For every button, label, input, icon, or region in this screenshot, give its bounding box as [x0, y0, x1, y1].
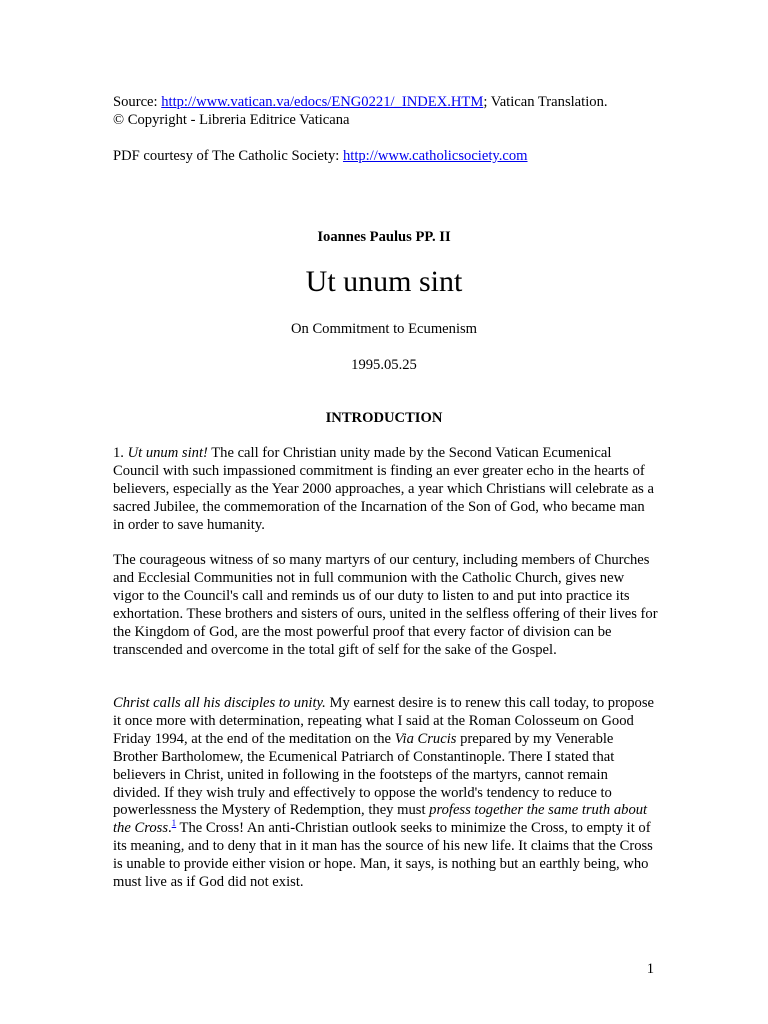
italic-via-crucis: Via Crucis — [394, 730, 457, 747]
section-heading: INTRODUCTION — [325, 410, 443, 426]
source-suffix: ; Vatican Translation. — [483, 94, 608, 110]
source-block — [113, 94, 658, 130]
courtesy-link[interactable]: http://www.catholicsociety.com — [342, 148, 528, 164]
paragraph-number: 1. — [113, 445, 128, 461]
italic-lead: Christ calls all his disciples to unity. — [113, 695, 326, 711]
paragraph-text: The call for Christian unity made by the Second Vatican Ecumenical Council with such impassioned commitment is finding an ever greater echo in the hearts of believers, especially as the Year 2000 approaches, a year which Christians will celebrate as a sacred Jubilee, the commemoration of the Incarnation of the Son of God, who became man in order to save humanity. — [113, 445, 654, 533]
paragraph-1 — [113, 445, 658, 535]
paragraph-text: My earnest desire is to renew this call today, to propose it once more with determination, repeating what I said at the Roman Colosseum on Good Friday 1994, at the end of the meditation on the — [113, 695, 654, 747]
paragraph-3 — [113, 695, 658, 892]
paragraph-text: prepared by my Venerable Brother Bartholomew, the Ecumenical Patriarch of Constantinople. There I stated that believers in Christ, united in following in the footsteps of the martyrs, cannot remain divided. If they wish truly and effectively to oppose the world's tendency to reduce to powerlessness the Mystery of Redemption, they must — [113, 730, 615, 819]
author: Ioannes Paulus PP. II — [317, 229, 451, 245]
paragraph-2 — [113, 552, 658, 659]
italic-lead: Ut unum sint! — [127, 445, 208, 461]
document-date: 1995.05.25 — [351, 357, 417, 373]
page-number: 1 — [646, 961, 654, 977]
copyright-text: © Copyright - Libreria Editrice Vaticana — [113, 111, 350, 128]
document-title: Ut unum sint — [305, 265, 463, 298]
italic-profess: profess together the same truth about the Cross — [113, 802, 648, 837]
paragraph-text: The courageous witness of so many martyrs of our century, including members of Churches and Ecclesial Communities not in full communion with the Catholic Church, gives new vigor to the Council's call and reminds us of our duty to listen to and put into practice its exhortation. These brothers and sisters of ours, united in the selfless offering of their lives for the Kingdom of God, are the most powerful proof that every factor of division can be transcended and overcome in the total gift of self for the sake of the Gospel. — [113, 552, 658, 658]
courtesy-block — [113, 148, 658, 166]
paragraph-text: . — [168, 820, 172, 837]
source-link[interactable]: http://www.vatican.va/edocs/ENG0221/_INDEX.HTM — [161, 94, 484, 110]
document-subtitle: On Commitment to Ecumenism — [290, 321, 478, 337]
paragraph-text: The Cross! An anti-Christian outlook seeks to minimize the Cross, to empty it of its meaning, and to deny that in it man has the source of his new life. It claims that the Cross is unable to provide either vision or hope. Man, it says, is nothing but an earthly being, who must live as if God did not exist. — [113, 820, 653, 891]
source-label: Source: — [113, 94, 162, 110]
courtesy-label: PDF courtesy of The Catholic Society: — [113, 148, 343, 164]
footnote-link[interactable]: 1 — [171, 818, 177, 829]
